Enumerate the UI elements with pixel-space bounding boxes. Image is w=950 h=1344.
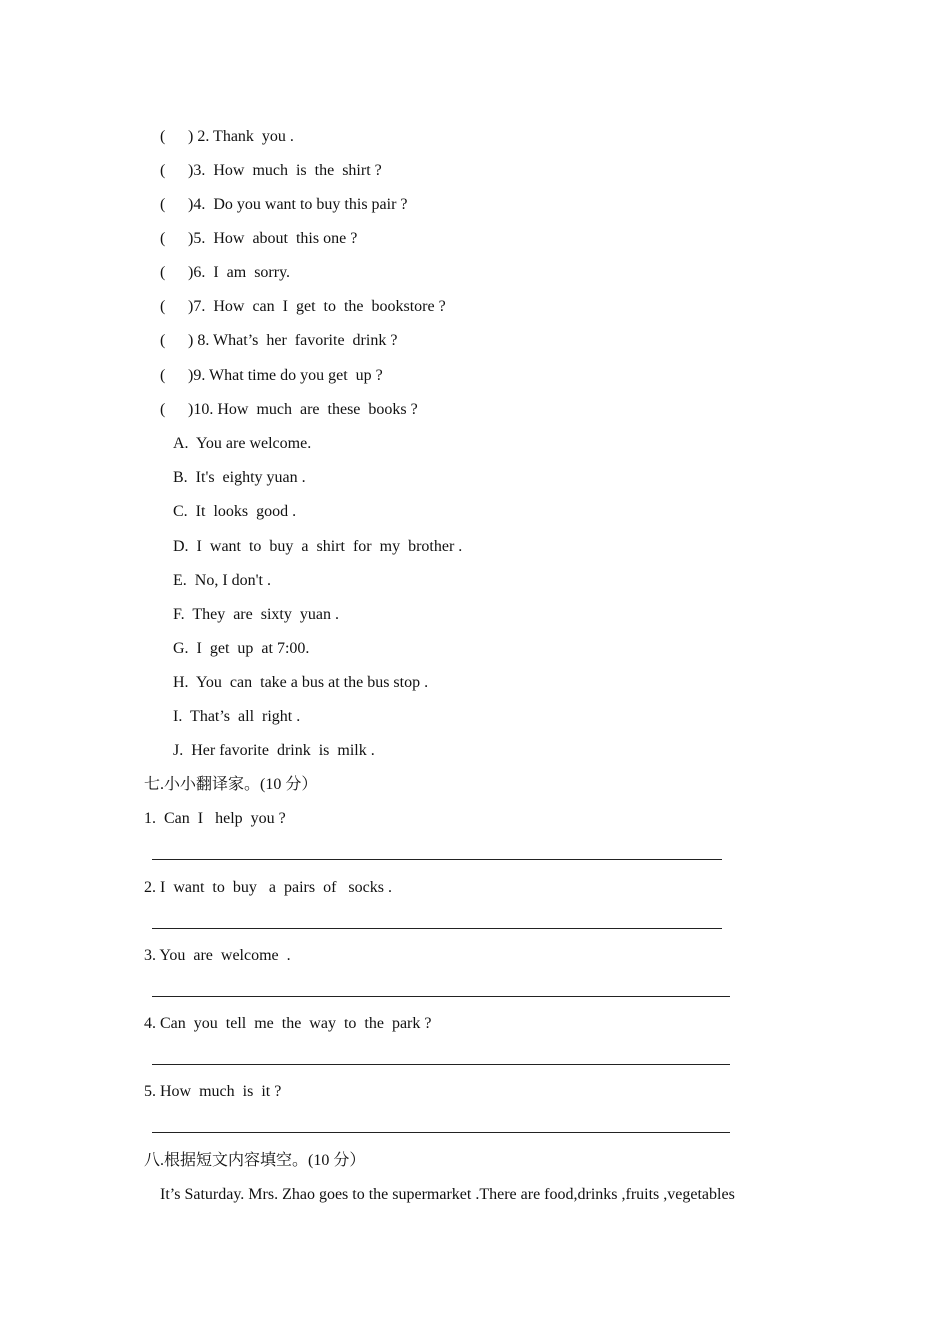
answer-g: G. I get up at 7:00. [173,640,310,657]
section7-heading: 七.小小翻译家。(10 分） [144,776,318,793]
answer-d: D. I want to buy a shirt for my brother . [173,538,463,555]
answer-line-3[interactable] [152,996,730,997]
question-4: ( )4. Do you want to buy this pair ? [160,196,408,213]
translate-item-3: 3. You are welcome . [144,947,291,964]
answer-e: E. No, I don't . [173,572,271,589]
answer-c: C. It looks good . [173,503,297,520]
question-10: ( )10. How much are these books ? [160,401,418,418]
question-5: ( )5. How about this one ? [160,230,358,247]
translate-item-2: 2. I want to buy a pairs of socks . [144,879,392,896]
question-3: ( )3. How much is the shirt ? [160,162,382,179]
answer-line-4[interactable] [152,1064,730,1065]
question-8: ( ) 8. What’s her favorite drink ? [160,332,398,349]
question-9: ( )9. What time do you get up ? [160,367,383,384]
answer-i: I. That’s all right . [173,708,301,725]
question-6: ( )6. I am sorry. [160,264,291,281]
answer-f: F. They are sixty yuan . [173,606,339,623]
answer-j: J. Her favorite drink is milk . [173,742,375,759]
section8-paragraph: It’s Saturday. Mrs. Zhao goes to the supermarket .There are food,drinks ,fruits ,vegetables [160,1186,735,1203]
answer-line-5[interactable] [152,1132,730,1133]
translate-item-1: 1. Can I help you ? [144,810,286,827]
answer-line-1[interactable] [152,859,722,860]
question-2: ( ) 2. Thank you . [160,128,294,145]
answer-h: H. You can take a bus at the bus stop . [173,674,429,691]
section8-heading: 八.根据短文内容填空。(10 分） [144,1152,366,1169]
answer-line-2[interactable] [152,928,722,929]
translate-item-5: 5. How much is it ? [144,1083,282,1100]
answer-b: B. It's eighty yuan . [173,469,306,486]
answer-a: A. You are welcome. [173,435,312,452]
translate-item-4: 4. Can you tell me the way to the park ? [144,1015,432,1032]
question-7: ( )7. How can I get to the bookstore ? [160,298,446,315]
